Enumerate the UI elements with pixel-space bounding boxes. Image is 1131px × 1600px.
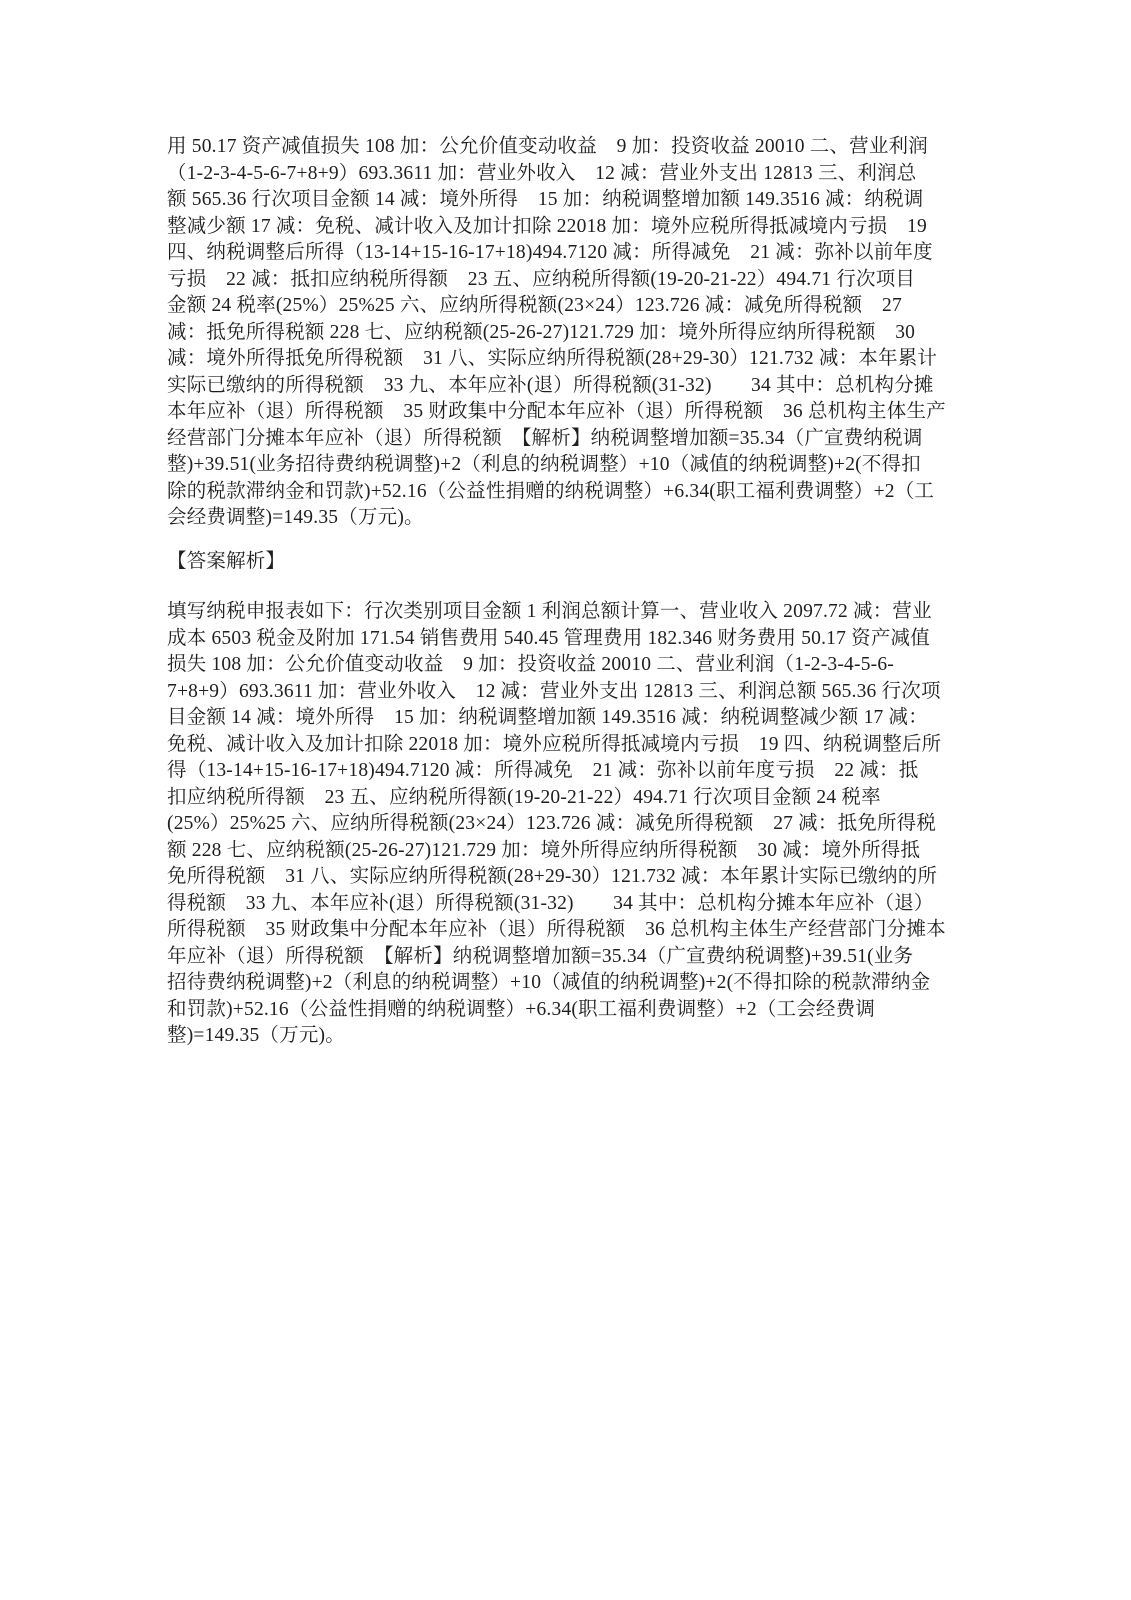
text-line: 整)+39.51(业务招待费纳税调整)+2（利息的纳税调整）+10（减值的纳税调整)+2(不得扣 bbox=[167, 454, 921, 475]
text-line: 所得税额 35 财政集中分配本年应补（退）所得税额 36 总机构主体生产经营部门分摊本 bbox=[167, 919, 946, 940]
text-line: 会经费调整)=149.35（万元)。 bbox=[167, 507, 424, 528]
text-line: 扣应纳税所得额 23 五、应纳税所得额(19-20-21-22）494.71 行次项目金额 24 税率 bbox=[167, 786, 881, 808]
text-line: 额 228 七、应纳税额(25-26-27)121.729 加：境外所得应纳所得税额 30 减：境外所得抵 bbox=[167, 839, 921, 861]
text-line: 目金额 14 减：境外所得 15 加：纳税调整增加额 149.3516 减：纳税调整减少额 17 减： bbox=[167, 707, 928, 728]
text-line: 整)=149.35（万元)。 bbox=[167, 1025, 345, 1046]
text-line: 四、纳税调整后所得（13-14+15-16-17+18)494.7120 减：所得减免 21 减：弥补以前年度 bbox=[167, 242, 933, 263]
text-line: 招待费纳税调整)+2（利息的纳税调整）+10（减值的纳税调整)+2(不得扣除的税款滞纳金 bbox=[167, 972, 931, 993]
text-line: 得税额 33 九、本年应补(退）所得税额(31-32) 34 其中：总机构分摊本年应补（退） bbox=[167, 892, 934, 914]
text-line: 7+8+9）693.3611 加：营业外收入 12 减：营业外支出 12813 三、利润总额 565.36 行次项 bbox=[167, 680, 941, 702]
text-line: 损失 108 加：公允价值变动收益 9 加：投资收益 20010 二、营业利润（1-2-3-4-5-6- bbox=[167, 654, 894, 675]
text-line: 整减少额 17 减：免税、减计收入及加计扣除 22018 加：境外应税所得抵减境内亏损 19 bbox=[167, 215, 927, 237]
text-line: 填写纳税申报表如下：行次类别项目金额 1 利润总额计算一、营业收入 2097.72 减：营业 bbox=[167, 601, 932, 622]
text-line: 额 565.36 行次项目金额 14 减：境外所得 15 加：纳税调整增加额 149.3516 减：纳税调 bbox=[167, 189, 924, 210]
document-content bbox=[167, 134, 977, 1050]
text-line: 本年应补（退）所得税额 35 财政集中分配本年应补（退）所得税额 36 总机构主体生产 bbox=[167, 401, 946, 422]
paragraph-answer-explanation-2 bbox=[167, 599, 977, 1050]
text-line: 用 50.17 资产减值损失 108 加：公允价值变动收益 9 加：投资收益 20010 二、营业利润 bbox=[167, 136, 928, 157]
text-line: 亏损 22 减：抵扣应纳税所得额 23 五、应纳税所得额(19-20-21-22）494.71 行次项目 bbox=[167, 268, 916, 290]
text-line: 成本 6503 税金及附加 171.54 销售费用 540.45 管理费用 182.346 财务费用 50.17 资产减值 bbox=[167, 627, 930, 649]
text-line: 减：境外所得抵免所得税额 31 八、实际应纳所得税额(28+29-30）121.732 减：本年累计 bbox=[167, 348, 938, 369]
text-line: 年应补（退）所得税额 【解析】纳税调整增加额=35.34（广宣费纳税调整)+39.51(业务 bbox=[167, 945, 914, 967]
text-line: 免所得税额 31 八、实际应纳所得税额(28+29-30）121.732 减：本年累计实际已缴纳的所 bbox=[167, 866, 938, 887]
paragraph-answer-explanation-1 bbox=[167, 134, 977, 532]
text-line: 减：抵免所得税额 228 七、应纳税额(25-26-27)121.729 加：境外所得应纳所得税额 30 bbox=[167, 321, 916, 343]
text-line: （1-2-3-4-5-6-7+8+9）693.3611 加：营业外收入 12 减：营业外支出 12813 三、利润总 bbox=[167, 162, 917, 184]
text-line: 和罚款)+52.16（公益性捐赠的纳税调整）+6.34(职工福利费调整）+2（工会经费调 bbox=[167, 998, 876, 1020]
text-line: (25%）25%25 六、应纳所得税额(23×24）123.726 减：减免所得税额 27 减：抵免所得税 bbox=[167, 813, 937, 834]
text-line: 经营部门分摊本年应补（退）所得税额 【解析】纳税调整增加额=35.34（广宣费纳税调 bbox=[167, 427, 923, 449]
text-line: 得（13-14+15-16-17+18)494.7120 减：所得减免 21 减：弥补以前年度亏损 22 减：抵 bbox=[167, 760, 919, 781]
text-line: 除的税款滞纳金和罚款)+52.16（公益性捐赠的纳税调整）+6.34(职工福利费调整）+2（工 bbox=[167, 480, 935, 502]
text-line: 免税、减计收入及加计扣除 22018 加：境外应税所得抵减境内亏损 19 四、纳税调整后所 bbox=[167, 733, 942, 755]
text-line: 金额 24 税率(25%）25%25 六、应纳所得税额(23×24）123.726 减：减免所得税额 27 bbox=[167, 295, 902, 316]
section-heading-answer-analysis: 【答案解析】 bbox=[167, 550, 286, 572]
text-line: 实际已缴纳的所得税额 33 九、本年应补(退）所得税额(31-32) 34 其中：总机构分摊 bbox=[167, 374, 934, 396]
